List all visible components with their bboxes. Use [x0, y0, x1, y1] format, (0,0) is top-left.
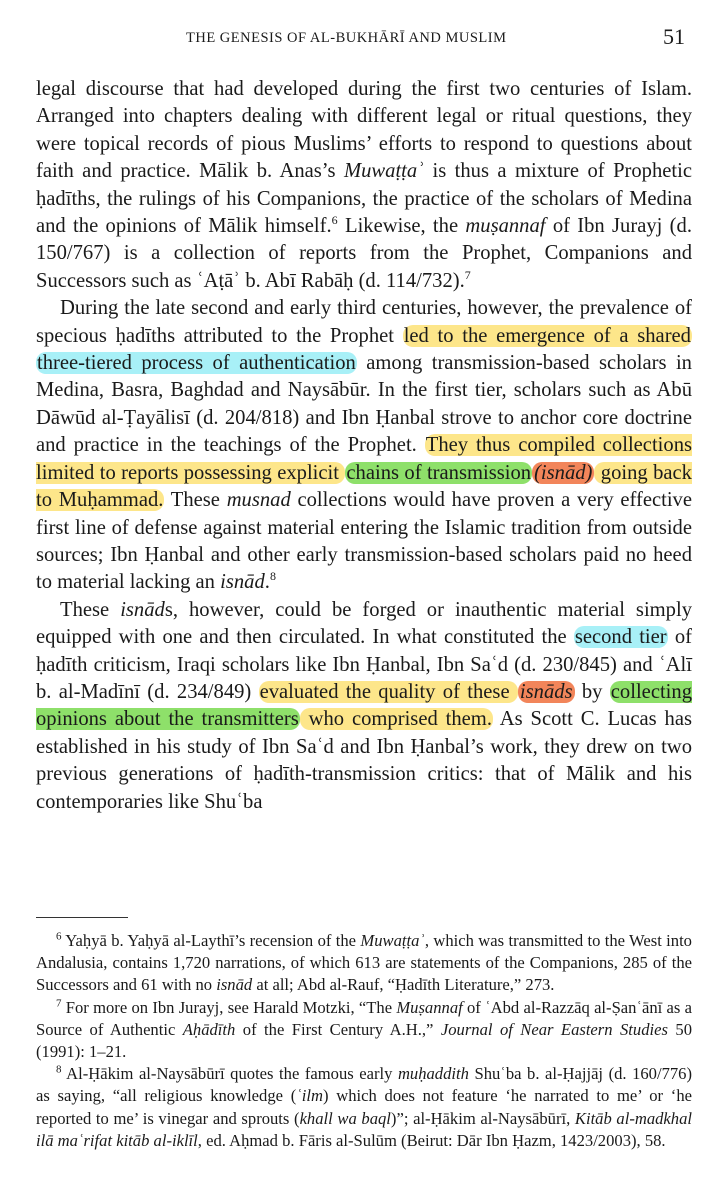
italic-term: muḥaddith — [397, 1064, 469, 1084]
text-run: During the late second and early third centuries, however, the prevalence of specious ḥadīths attributed to the Prophet — [36, 297, 692, 347]
text-run: at all; Abd al-Rauf, “Ḥadīth Literature,” 273. — [252, 975, 555, 995]
text-run: These — [164, 489, 227, 512]
text-run: )”; al-Ḥākim al-Naysābūrī, — [390, 1108, 575, 1128]
running-title: THE GENESIS OF AL-BUKHĀRĪ AND MUSLIM — [186, 30, 507, 46]
text-run: , which was transmitted to the West into Andalusia, contains 1,720 narrations, of which 613 are statements of the Companions, 285 of the Successors and 61 with no — [36, 931, 692, 995]
text-run: As Scott C. Lucas has established in his study of Ibn Saʿd and Ibn Ḥanbal’s work, they drew on two previous generations of ḥadīth-transmission critics: that of Mālik and his contemporaries like Shuʿba — [36, 708, 692, 813]
footnote-ref-8[interactable]: 8 — [269, 569, 276, 584]
text-run: , ed. Aḥmad b. Fāris al-Sulūm (Beirut: Dār Ibn Ḥazm, 1423/2003), 58. — [197, 1130, 666, 1150]
highlight-yellow: led to the emergence of a shared — [403, 324, 691, 347]
paragraph-1 — [36, 76, 692, 295]
text-run: Al-Ḥākim al-Naysābūrī quotes the famous early — [66, 1064, 398, 1084]
highlight-cyan: second tier — [574, 626, 667, 649]
italic-term: muṣannaf — [465, 215, 546, 238]
highlight-red: isnāds — [519, 680, 573, 703]
italic-term: isnād — [220, 571, 265, 594]
footnote-6 — [36, 930, 692, 997]
italic-term: musnad — [226, 489, 291, 512]
highlight-yellow: who comprised them. — [300, 708, 492, 731]
text-run: These — [60, 598, 121, 621]
italic-title: Kitāb al-madkhal ilā maʿrifat kitāb al-iklīl — [36, 1108, 693, 1150]
text-run: Yaḥyā b. Yaḥyā al-Laythī’s recension of the — [65, 931, 361, 950]
text-run: 50 (1991): 1–21. — [36, 1019, 692, 1062]
highlight-red: (isnād) — [534, 461, 593, 484]
highlight-green: collecting opinions about the transmitters — [36, 680, 692, 731]
text-run: Likewise, the — [337, 215, 466, 238]
footnotes — [36, 930, 692, 1152]
running-header — [36, 24, 691, 54]
footnote-7 — [36, 997, 692, 1064]
italic-term: isnād — [120, 598, 165, 621]
italic-term: khall wa baql — [299, 1108, 391, 1128]
highlight-yellow: evaluated the quality of these — [259, 680, 517, 703]
footnote-8 — [36, 1063, 692, 1152]
highlight-cyan: three-tiered process of authentication — [37, 352, 356, 375]
italic-term: Muwaṭṭaʾ — [360, 931, 425, 950]
italic-term: Muwaṭṭaʾ — [343, 160, 425, 183]
text-run: is thus a mixture of Prophetic ḥadīths, the rulings of his Companions, the practice of the scholars of Medina and the opinions of Mālik himself. — [36, 160, 692, 238]
text-run: s, however, could be forged or inauthentic material simply equipped with one and then circulated. In what constituted the — [36, 598, 692, 649]
text-run: legal discourse that had developed during the first two centuries of Islam. Arranged into chapters dealing with different legal or ritual questions, they were topical records of pious Muslims’ efforts to respond to questions about faith and practice. Mālik b. Anas’s — [36, 78, 692, 183]
italic-term: isnād — [216, 975, 253, 995]
text-run: ) which does not feature ‘he narrated to me’ or ‘he reported to me’ is vinegar and sprouts ( — [36, 1086, 692, 1128]
footnote-divider — [36, 917, 128, 918]
text-run: For more on Ibn Jurayj, see Harald Motzki, “The — [65, 997, 397, 1017]
highlight-green: chains of transmission — [346, 461, 532, 484]
text-run: by — [574, 680, 610, 703]
italic-title: Journal of Near Eastern Studies — [440, 1019, 668, 1039]
highlight-yellow: going back to Muḥammad. — [36, 461, 692, 512]
highlight-yellow: They thus compiled collections limited to reports possessing explicit — [36, 434, 693, 484]
footnote-ref-6[interactable]: 6 — [331, 213, 338, 228]
text-run: Shuʿba b. al-Ḥajjāj (d. 160/776) as saying, “all religious knowledge ( — [36, 1064, 693, 1106]
text-run: among transmission-based scholars in Medina, Basra, Baghdad and Naysābūr. In the first tier, scholars such as Abū Dāwūd al-Ṭayālisī (d. 204/818) and Ibn Ḥanbal strove to anchor core doctrine and practice in the teachings of the Prophet. — [36, 352, 692, 457]
italic-term: ʿilm — [296, 1086, 323, 1106]
paragraph-2 — [36, 295, 692, 596]
text-run: of ʿAbd al-Razzāq al-Ṣanʿānī as a Source of Authentic — [36, 997, 692, 1039]
footnote-number: 7 — [56, 997, 62, 1010]
footnote-number: 8 — [56, 1063, 62, 1076]
main-text — [36, 76, 692, 816]
paragraph-3 — [36, 597, 692, 816]
page-number: 51 — [663, 24, 685, 49]
text-run: of the First Century A.H.,” — [235, 1019, 441, 1039]
text-run: . — [264, 571, 270, 594]
italic-term: Muṣannaf — [396, 997, 463, 1017]
footnote-number: 6 — [56, 930, 62, 943]
text-run: collections would have proven a very effective first line of defense against material entering the Islamic tradition from outside sources; Ibn Ḥanbal and other early transmission-based scholars paid no heed to material lacking an — [36, 489, 692, 594]
italic-term: Aḥādīth — [182, 1019, 236, 1039]
text-run: of ḥadīth criticism, Iraqi scholars like Ibn Ḥanbal, Ibn Saʿd (d. 230/845) and ʿAlī b. al-Madīnī (d. 234/849) — [36, 626, 692, 703]
text-run: of Ibn Jurayj (d. 150/767) is a collection of reports from the Prophet, Companions and Successors such as ʿAṭāʾ b. Abī Rabāḥ (d. 114/732). — [36, 215, 692, 292]
footnote-ref-7[interactable]: 7 — [464, 267, 471, 282]
